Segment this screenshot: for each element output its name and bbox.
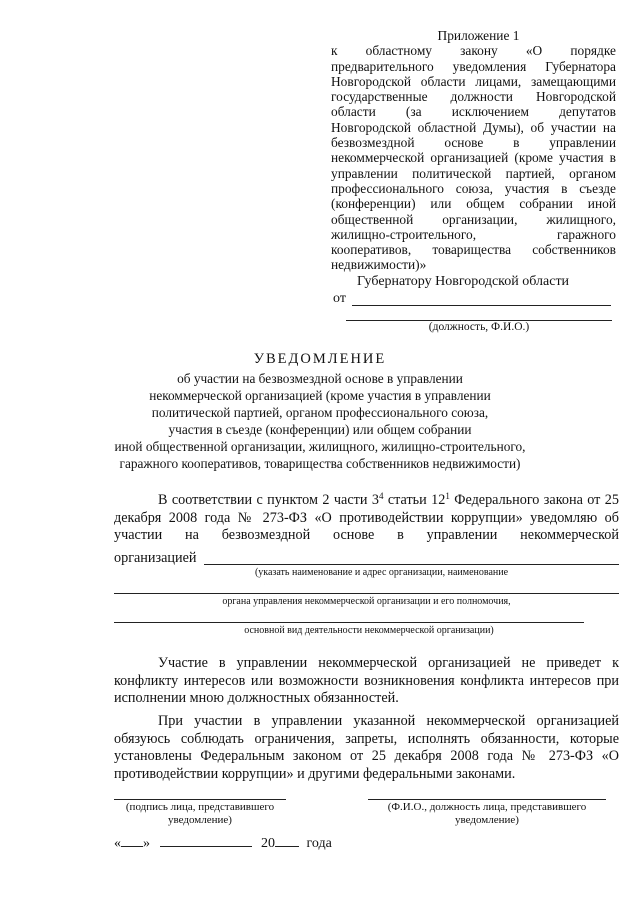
from-line[interactable] [352,305,611,306]
notice-paragraph-3: При участии в управлении указанной некоммерческой организацией обязуюсь соблюдать ограничения, запреты, исполнять обязанности, которые установлены Федеральным законом от 25 декабря 2008 года № 273-ФЗ «О противодействии коррупции» и другими федеральными законами. [114,713,619,782]
organization-line[interactable] [204,564,619,565]
subtitle-line: политической партией, органом профессионального союза, [151,405,489,420]
subtitle-line: участия в съезде (конференции) или общем собрании [168,422,472,437]
p1-part-c: Федерального закона от 25 декабря 2008 года № 273-ФЗ «О противодействии коррупции» уведомляю об участии на безвозмездной основе в управлении некоммерческой [114,492,619,544]
subtitle-line: некоммерческой организацией (кроме участия в управлении [149,388,491,403]
subtitle-line: гаражного кооперативов, товарищества собственников недвижимости) [119,456,521,471]
p1-part-a: В соответствии с пунктом 2 части 3 [158,492,379,508]
notice-title: УВЕДОМЛЕНИЕ [253,351,387,367]
position-caption: (должность, Ф.И.О.) [428,321,530,333]
subtitle-line: об участии на безвозмездной основе в управлении [177,371,463,386]
notice-subtitle [100,370,540,472]
addressee-governor: Губернатору Новгородской области [357,274,570,289]
signature-line[interactable] [114,799,286,800]
notice-paragraph-2: Участие в управлении некоммерческой организацией не приведет к конфликту интересов или возможности возникновения конфликта интересов при исполнении мною должностных обязанностей. [114,655,619,707]
p1-sup-2: 1 [445,491,450,501]
date-day-line[interactable] [121,834,143,847]
signature-caption: (подпись лица, представившего уведомление) [125,801,275,826]
from-field[interactable] [333,291,611,309]
notice-paragraph-1 [114,492,619,545]
organization-caption-2: органа управления некоммерческой организации и его полномочия, [222,596,511,607]
subtitle-line: иной общественной организации, жилищного, жилищно-строительного, [114,439,526,454]
p1-part-b: статьи 12 [383,492,446,508]
date-month-line[interactable] [160,834,252,847]
name-position-caption: (Ф.И.О., должность лица, представившего уведомление) [387,801,587,826]
date-open-quote: « [114,836,121,851]
date-suffix: года [306,836,332,851]
date-year-prefix: 20 [261,836,275,851]
organization-field[interactable] [114,550,619,568]
organization-line-3[interactable] [114,622,584,623]
name-position-line[interactable] [368,799,606,800]
organization-label: организацией [114,550,197,566]
date-field [114,834,332,852]
from-label: от [333,291,346,306]
organization-caption-3: основной вид деятельности некоммерческой организации) [244,625,494,636]
organization-caption-1: (указать наименование и адрес организации, наименование [254,567,509,578]
appendix-text: к областному закону «О порядке предварительного уведомления Губернатора Новгородской области лицами, замещающими государственные должности Новгородской области (за исключением депутатов Новгородской областной Думы), об участии на безвозмездной основе в управлении некоммерческой организацией (кроме участия в управлении политической партией, органом профессионального союза, участия в съезде (конференции) или общем собрании иной общественной организации, жилищного, жилищно-строительного, гаражного кооперативов, товарищества собственников недвижимости)» [331,43,616,273]
organization-line-2[interactable] [114,593,619,594]
appendix-block [331,28,616,273]
date-close-quote: » [143,836,150,851]
p1-sup-1: 4 [378,491,384,501]
date-year-line[interactable] [275,834,299,847]
appendix-title: Приложение 1 [437,28,520,43]
